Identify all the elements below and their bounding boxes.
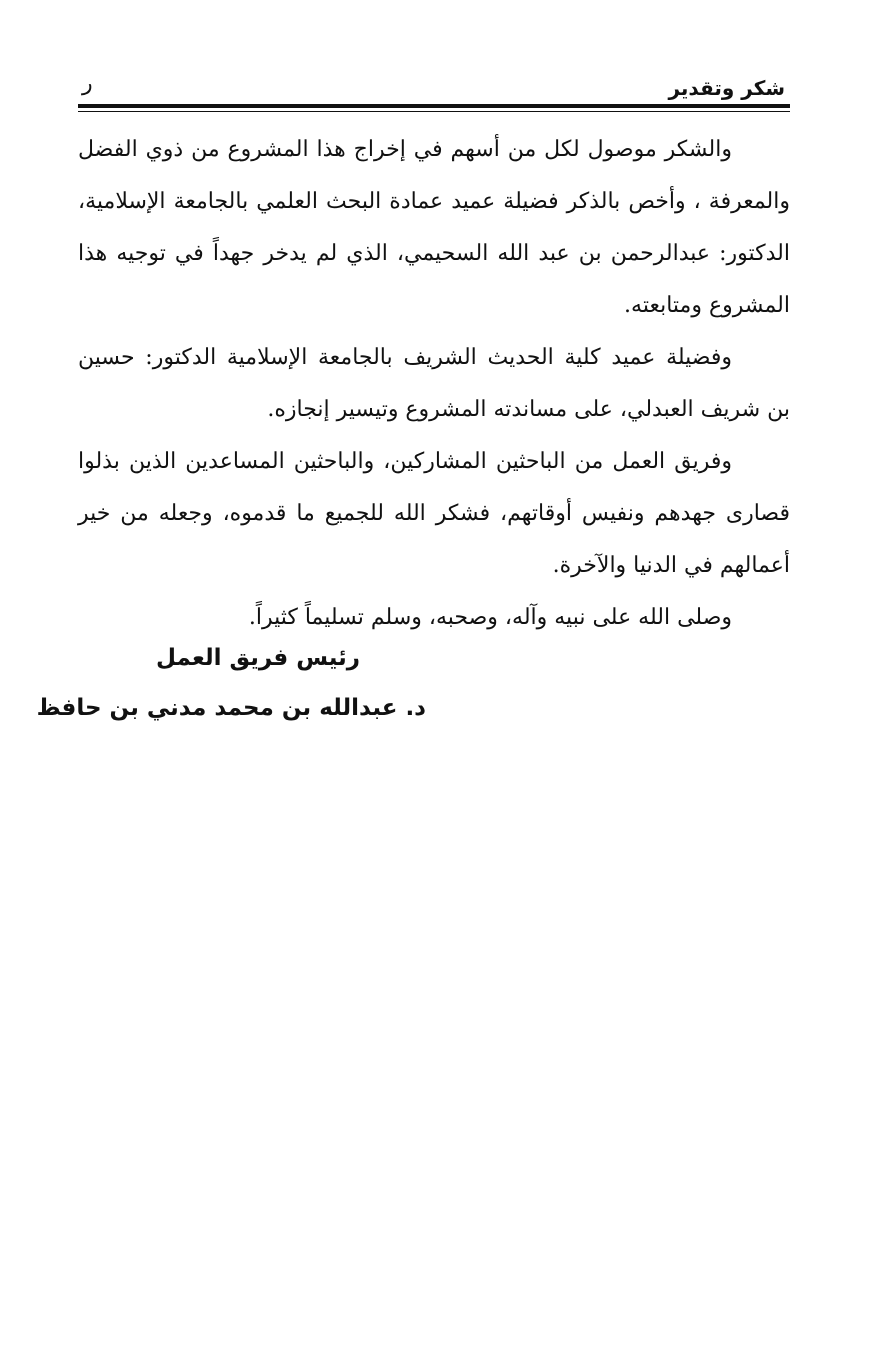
signature-title: رئيس فريق العمل xyxy=(156,645,360,671)
paragraph-1: والشكر موصول لكل من أسهم في إخراج هذا المشروع من ذوي الفضل والمعرفة ، وأخص بالذكر فضيلة عميد عمادة البحث العلمي بالجامعة الإسلامية، الدكتور: عبدالرحمن بن عبد الله السحيمي، الذي لم يدخر جهداً في توجيه هذا المشروع ومتابعته. xyxy=(78,137,790,318)
header-rule-thick xyxy=(78,104,790,108)
paragraph-3: وفريق العمل من الباحثين المشاركين، والباحثين المساعدين الذين بذلوا قصارى جهدهم ونفيس أوقاتهم، فشكر الله للجميع ما قدموه، وجعله من خير أعمالهم في الدنيا والآخرة. xyxy=(78,449,790,578)
acknowledgement-body xyxy=(78,124,790,644)
page-number: ر xyxy=(82,71,93,96)
header-rule-thin xyxy=(78,111,790,112)
header-title: شكر وتقدير xyxy=(668,76,785,100)
paragraph-2: وفضيلة عميد كلية الحديث الشريف بالجامعة الإسلامية الدكتور: حسين بن شريف العبدلي، على مساندته المشروع وتيسير إنجازه. xyxy=(78,345,790,422)
paragraph-4: وصلى الله على نبيه وآله، وصحبه، وسلم تسليماً كثيراً. xyxy=(248,605,732,630)
signature-name: د. عبدالله بن محمد مدني بن حافظ xyxy=(36,695,426,721)
page-header xyxy=(78,66,790,106)
